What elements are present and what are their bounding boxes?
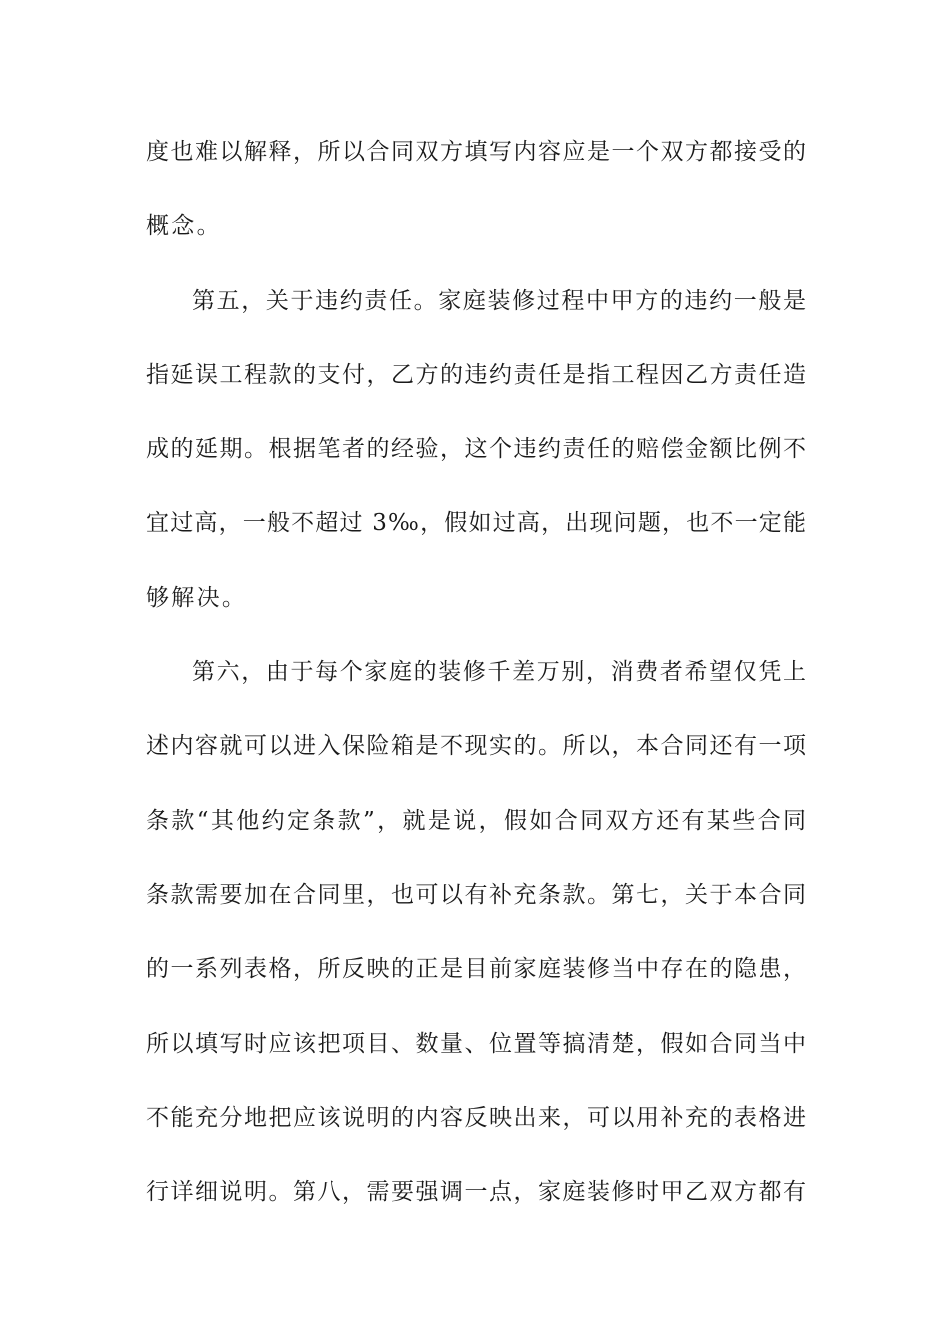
paragraph-start-line: 第六，由于每个家庭的装修千差万别，消费者希望仅凭上 bbox=[192, 659, 806, 686]
text-line: 的一系列表格，所反映的正是目前家庭装修当中存在的隐患， bbox=[146, 956, 806, 983]
body-text bbox=[146, 128, 806, 1242]
paragraph-start-line: 第五，关于违约责任。家庭装修过程中甲方的违约一般是 bbox=[192, 287, 806, 314]
text-line: 行详细说明。第八，需要强调一点，家庭装修时甲乙双方都有 bbox=[146, 1179, 806, 1206]
text-line: 条款“其他约定条款”，就是说，假如合同双方还有某些合同 bbox=[146, 807, 806, 834]
text-line: 指延误工程款的支付，乙方的违约责任是指工程因乙方责任造 bbox=[146, 361, 806, 388]
text-line: 条款需要加在合同里，也可以有补充条款。第七，关于本合同 bbox=[146, 881, 806, 908]
text-line: 不能充分地把应该说明的内容反映出来，可以用补充的表格进 bbox=[146, 1104, 806, 1131]
text-line: 概念。 bbox=[146, 213, 222, 240]
text-line: 成的延期。根据笔者的经验，这个违约责任的赔偿金额比例不 bbox=[146, 436, 806, 463]
text-line: 所以填写时应该把项目、数量、位置等搞清楚，假如合同当中 bbox=[146, 1030, 806, 1057]
text-line: 宜过高，一般不超过 3‰，假如过高，出现问题，也不一定能 bbox=[146, 510, 806, 537]
text-line: 够解决。 bbox=[146, 584, 248, 611]
text-line: 度也难以解释，所以合同双方填写内容应是一个双方都接受的 bbox=[146, 139, 806, 165]
text-line: 述内容就可以进入保险箱是不现实的。所以，本合同还有一项 bbox=[146, 733, 806, 760]
